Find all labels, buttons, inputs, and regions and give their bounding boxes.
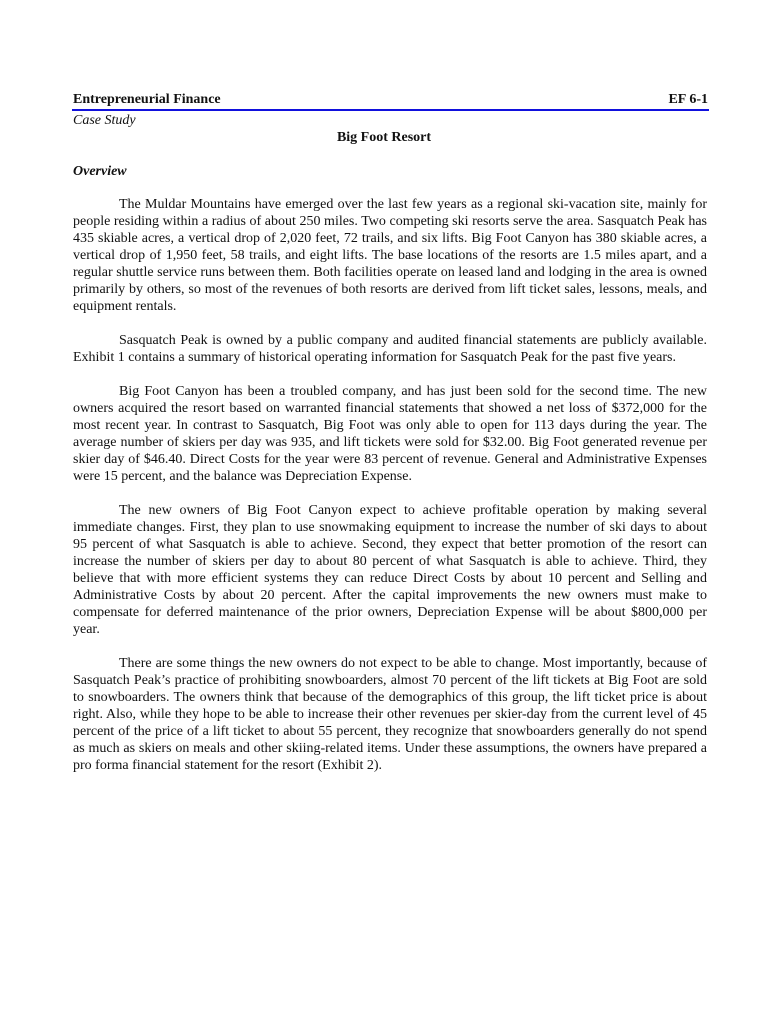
- case-number: EF 6-1: [668, 92, 708, 107]
- running-header: [73, 92, 708, 108]
- course-title: Entrepreneurial Finance: [73, 92, 221, 107]
- section-heading-overview: Overview: [73, 164, 127, 179]
- paragraph-2: Sasquatch Peak is owned by a public company and audited financial statements are publicly available. Exhibit 1 contains a summary of historical operating information for Sasquatch Peak for the past five years.: [73, 333, 707, 365]
- paragraph-4: The new owners of Big Foot Canyon expect to achieve profitable operation by making several immediate changes. First, they plan to use snowmaking equipment to increase the number of ski days to about 95 percent of what Sasquatch is able to achieve. Second, they expect that better promotion of the resort can increase the number of skiers per day to about 80 percent of what Sasquatch is able to achieve. Third, they believe that with more efficient systems they can reduce Direct Costs by about 10 percent and Selling and Administrative Costs by about 20 percent. After the capital improvements the new owners must make to compensate for deferred maintenance of the prior owners, Depreciation Expense will be about $800,000 per year.: [73, 503, 707, 637]
- case-study-label: Case Study: [73, 113, 136, 128]
- paragraph-1: The Muldar Mountains have emerged over the last few years as a regional ski-vacation site, mainly for people residing within a radius of about 250 miles. Two competing ski resorts serve the area. Sasquatch Peak has 435 skiable acres, a vertical drop of 2,020 feet, 72 trails, and six lifts. Big Foot Canyon has 380 skiable acres, a vertical drop of 1,950 feet, 58 trails, and eight lifts. The base locations of the resorts are 1.5 miles apart, and a regular shuttle service runs between them. Both facilities operate on leased land and lodging in the area is owned primarily by others, so most of the revenues of both resorts are derived from lift ticket sales, lessons, meals, and equipment rentals.: [73, 197, 707, 314]
- document-title: Big Foot Resort: [336, 130, 432, 145]
- paragraph-3: Big Foot Canyon has been a troubled company, and has just been sold for the second time. The new owners acquired the resort based on warranted financial statements that showed a net loss of $372,000 for the most recent year. In contrast to Sasquatch, Big Foot was only able to open for 113 days during the year. The average number of skiers per day was 935, and lift tickets were sold for $32.00. Big Foot generated revenue per skier day of $46.40. Direct Costs for the year were 83 percent of revenue. General and Administrative Expenses were 15 percent, and the balance was Depreciation Expense.: [73, 384, 707, 484]
- document-body: [73, 196, 707, 791]
- paragraph-5: There are some things the new owners do not expect to be able to change. Most importantly, because of Sasquatch Peak’s practice of prohibiting snowboarders, almost 70 percent of the lift tickets at Big Foot are sold to snowboarders. The owners think that because of the demographics of this group, the lift ticket price is about right. Also, while they hope to be able to increase their other revenues per skier-day from the current level of 45 percent of the price of a lift ticket to about 55 percent, they recognize that snowboarders generally do not spend as much as skiers on meals and other skiing-related items. Under these assumptions, the owners have prepared a pro forma financial statement for the resort (Exhibit 2).: [73, 656, 707, 773]
- header-rule: [72, 109, 709, 111]
